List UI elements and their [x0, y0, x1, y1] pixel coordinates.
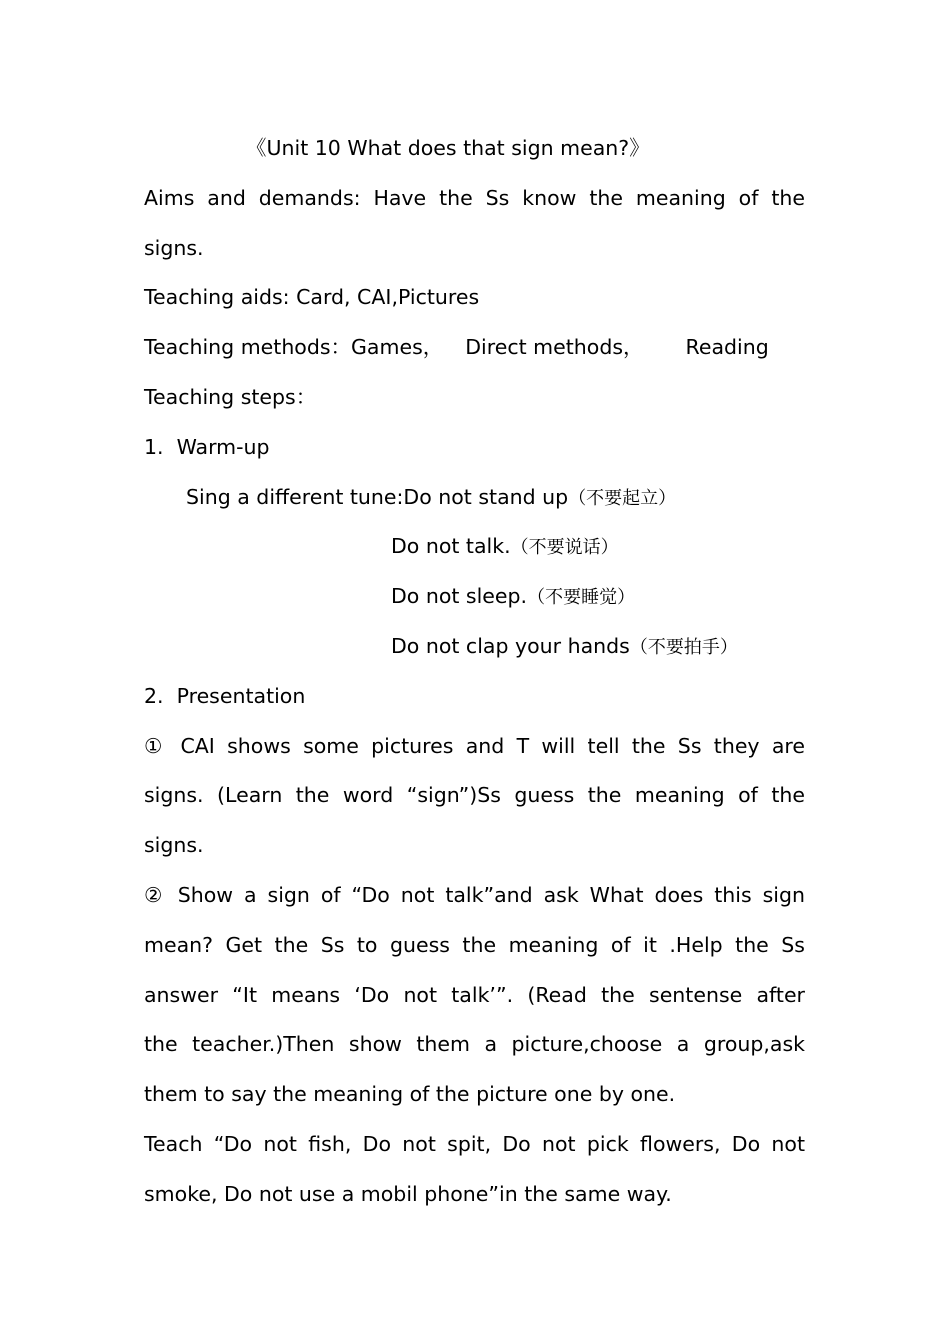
warmup-heading: 1. Warm-up	[144, 434, 270, 459]
teaching-methods	[144, 323, 805, 373]
warmup-rule-en: Do not clap your hands	[391, 633, 630, 658]
warmup-sing-cn: （不要起立）	[568, 487, 677, 509]
document-title: 《Unit 10 What does that sign mean?》	[246, 136, 650, 160]
presentation-p2-line: mean? Get the Ss to guess the meaning of it .Help the Ss	[144, 932, 805, 957]
warmup-rule-en: Do not sleep.	[391, 584, 528, 609]
presentation-p2-line: answer “It means ‘Do not talk’”. (Read the sentense after	[144, 982, 805, 1007]
presentation-heading: 2. Presentation	[144, 683, 306, 708]
aims-line-2: signs.	[144, 235, 204, 260]
warmup-rule	[144, 622, 805, 672]
teaching-methods-label: Teaching methods：Games，	[144, 335, 444, 360]
presentation-p2-line: the teacher.)Then show them a picture,choose a group,ask	[144, 1032, 805, 1057]
warmup-rule	[144, 522, 805, 572]
warmup-rule-cn: （不要睡觉）	[527, 587, 636, 609]
aims-line-1: Aims and demands: Have the Ss know the meaning of the	[144, 185, 805, 210]
warmup-rule-cn: （不要拍手）	[629, 636, 738, 658]
warmup-rule-cn: （不要说话）	[510, 537, 619, 559]
presentation-p3-line: Teach “Do not fish, Do not spit, Do not pick flowers, Do not	[144, 1131, 805, 1156]
teaching-steps: Teaching steps：	[144, 384, 317, 409]
presentation-p1-line: ① CAI shows some pictures and T will tell the Ss they are	[144, 733, 805, 758]
presentation-p2-line: ② Show a sign of “Do not talk”and ask What does this sign	[144, 882, 805, 907]
presentation-p2-line: them to say the meaning of the picture one by one.	[144, 1082, 676, 1107]
presentation-p3-line: smoke, Do not use a mobil phone”in the same way.	[144, 1181, 672, 1206]
presentation-p1-line: signs.	[144, 833, 204, 858]
warmup-rule-en: Do not talk.	[391, 534, 511, 559]
teaching-methods-direct: Direct methods，	[465, 335, 644, 360]
warmup-sing-line	[144, 473, 805, 523]
warmup-rule	[144, 572, 805, 622]
document-body	[144, 124, 805, 1220]
teaching-methods-reading: Reading	[685, 335, 769, 360]
teaching-aids: Teaching aids: Card, CAI,Pictures	[144, 285, 480, 310]
presentation-p1-line: signs. (Learn the word “sign”)Ss guess the meaning of the	[144, 783, 805, 808]
warmup-sing-en: Sing a different tune:Do not stand up	[186, 484, 569, 509]
